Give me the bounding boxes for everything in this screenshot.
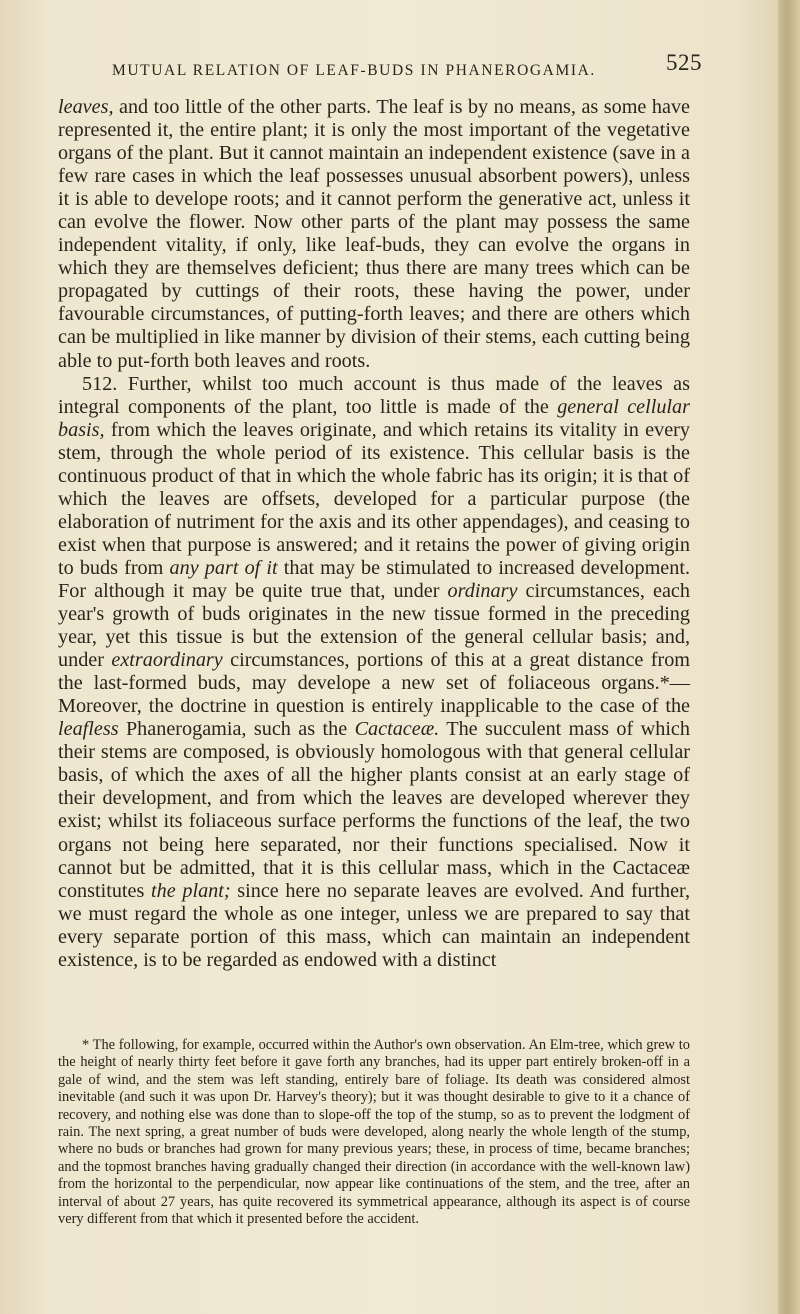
page-header: [112, 50, 702, 90]
emphasis-cactaceae: Cactaceæ.: [354, 718, 440, 741]
running-head: MUTUAL RELATION OF LEAF-BUDS IN PHANEROGAMIA.: [112, 62, 596, 79]
paragraph-512-text-6: Phanerogamia, such as the: [118, 718, 355, 741]
footnote: [58, 1037, 690, 1228]
paragraph-512-text-5: circumstances, portions of this at a great distance from the last-formed buds, may develope a new set of foliaceous organs.*—Moreover, the doctrine in question is entirely inapplicable to the case of the: [58, 649, 690, 718]
emphasis-leafless: leafless: [58, 718, 119, 741]
body-text: [58, 96, 690, 972]
page-number: 525: [666, 50, 702, 75]
paragraph-512-text-7: The succulent mass of which their stems are composed, is obviously homologous with that general cellular basis, of which the axes of all the higher plants consist at an early stage of their development, and from which the leaves are developed wherever they exist; whilst its foliaceous surface performs the functions of the leaf, the two organs not being here separated, nor their functions specialised. Now it cannot but be admitted, that it is this cellular mass, which in the Cactaceæ constitutes: [58, 718, 690, 902]
paragraph-512: [58, 373, 690, 972]
emphasis-general-cellular-basis: general cellular basis,: [58, 395, 690, 441]
paragraph-512-text-1: 512. Further, whilst too much account is thus made of the leaves as integral components of the plant, too little is made of the: [58, 372, 690, 418]
emphasis-the-plant: the plant;: [151, 879, 231, 902]
emphasis-extraordinary: extraordinary: [111, 649, 223, 672]
page-edge-shadow: [778, 0, 800, 1314]
paragraph-512-text-8: since here no separate leaves are evolved. And further, we must regard the whole as one integer, unless we are prepared to say that every separate portion of this mass, which can maintain an independent existence, is to be regarded as endowed with a distinct: [58, 879, 691, 971]
emphasis-ordinary: ordinary: [447, 579, 518, 602]
paragraph-512-text-4: circumstances, each year's growth of buds originates in the new tissue formed in the preceding year, yet this tissue is but the extension of the general cellular basis; and, under: [58, 579, 690, 672]
paragraph-1: [58, 96, 690, 373]
paragraph-512-text-2: from which the leaves originate, and which retains its vitality in every stem, through the whole period of its existence. This cellular basis is the continuous product of that in which the whole fabric has its origin; it is that of which the leaves are offsets, developed for a particular purpose (the elaboration of nutriment for the axis and its other appendages), and ceasing to exist when that purpose is answered; and it retains the power of giving origin to buds from: [58, 418, 690, 579]
paragraph-1-text: and too little of the other parts. The leaf is by no means, as some have represented it, the entire plant; it is only the most important of the vegetative organs of the plant. But it cannot maintain an independent existence (save in a few rare cases in which the leaf possesses unusual absorbent powers), unless it is able to develope roots; and it cannot perform the generative act, unless it can evolve the flower. Now other parts of the plant may possess the same independent vitality, if only, like leaf-buds, they can evolve the organs in which they are themselves deficient; thus there are many trees which can be propagated by cuttings of their roots, these having the power, under favourable circumstances, of putting-forth leaves; and there are others which can be multiplied in like manner by division of their stems, each cutting being able to put-forth both leaves and roots.: [58, 96, 690, 372]
footnote-text: * The following, for example, occurred within the Author's own observation. An Elm-tree, which grew to the height of nearly thirty feet before it gave forth any branches, had its upper part entirely broken-off in a gale of wind, and the stem was left standing, entirely bare of foliage. Its death was considered almost inevitable (and such it was upon Dr. Harvey's theory); but it was thought desirable to give to it a chance of recovery, and nothing else was done than to slope-off the top of the stump, so as to prevent the lodgment of rain. The next spring, a great number of buds were developed, along nearly the whole length of the stump, where no buds or branches had grown for many previous years; these, in process of time, became branches; and the topmost branches having gradually changed their direction (in accordance with the well-known law) from the horizontal to the perpendicular, now appear like continuations of the stem, and the tree, after an interval of about 27 years, has quite recovered its symmetrical appearance, although its aspect is of course very different from that which it presented before the accident.: [58, 1037, 690, 1228]
emphasis-leaves: leaves,: [58, 96, 114, 118]
paragraph-512-text-3: that may be stimulated to increased development. For although it may be quite true that, under: [58, 556, 690, 602]
emphasis-any-part-of-it: any part of it: [169, 556, 278, 579]
